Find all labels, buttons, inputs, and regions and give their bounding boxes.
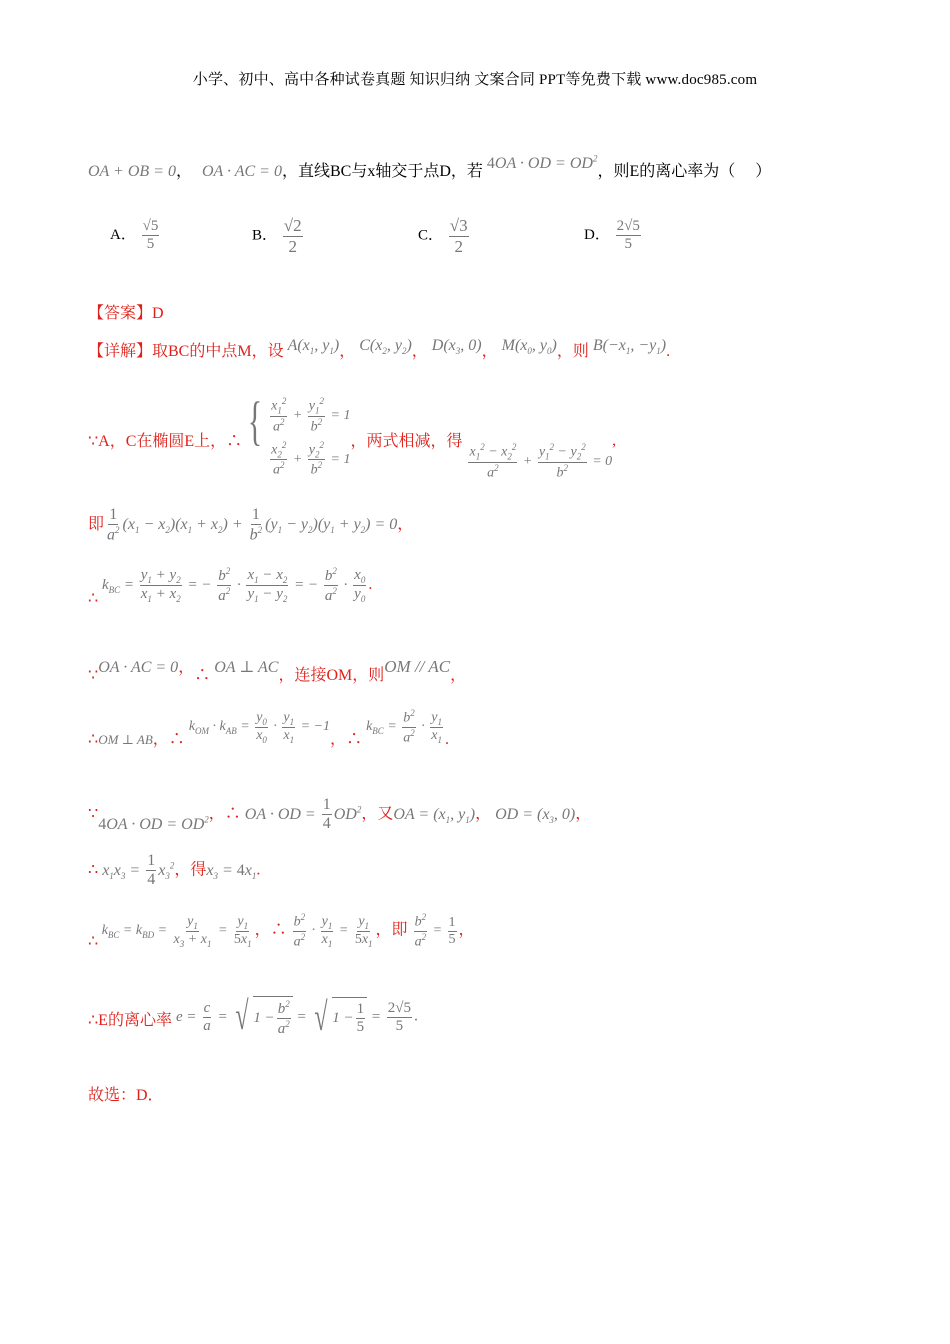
solution-setup: 【详解】取BC的中点M，设 $A(x_1$, $y_1$)， $C(x_2$, $y_2$)， $D(x_3$, 0)， $M(x_0$, $y_0$)，则 $B(-x_1$, $-y_1$). xyxy=(88,337,671,360)
choice-c[interactable] xyxy=(418,216,471,256)
choice-d[interactable] xyxy=(584,218,643,254)
question-prefix: ，直线BC与x轴交于点D，若 xyxy=(281,163,483,180)
choice-c-den: 2 xyxy=(454,236,463,256)
expanded-equation: 即 $\frac{1}{a^2}$ $(x_1 - x_2)(x_1 + x_2)$ + $\frac{1}{b^2}$ $(y_1 - y_2)(y_1 + y_2) = 0$， xyxy=(88,506,414,544)
choice-a-num: √5 xyxy=(142,218,160,236)
slope-bc-line: ∴ $k_{BC}$ = $\frac{y_1 + y_2}{x_1 + x_2}$ = − $\frac{b^2}{a^2}$ · $\frac{x_1 - x_2}{y_1 - y_2}$ = − $\frac{b^2}{a^2}$ · $\frac{x_0}{y_0}$ . xyxy=(88,566,373,608)
slope-bd-line: ∴ $k_{BC} = k_{BD}$ = $\frac{y_1}{x_3 + x_1}$ = $\frac{y_1}{5x_1}$ ，∴ $\frac{b^2}{a^2}$ · $\frac{y_1}{x_1}$ = $\frac{y_1}{5x_1}$ ，即 $\frac{b^2}{a^2}$ = $\frac{1}{5}$ ， xyxy=(88,912,475,951)
choice-b[interactable] xyxy=(252,216,305,256)
formula-4oa-od: 4OA · OD = $OD^2$ xyxy=(486,153,598,172)
perpendicular-line: ∵OA · AC = 0，∴ OA ⊥ AC，连接OM，则OM // AC， xyxy=(88,657,467,684)
choice-a-den: 5 xyxy=(146,236,155,253)
choice-d-den: 5 xyxy=(624,236,632,253)
om-ab-line: $\therefore_{OM \perp AB}$，∴ $k_{OM} \cdot k_{AB}$ = $\frac{y_0}{x_0}$ · $\frac{y_1}{x_1}$ = −1，∴ $k_{BC}$ = $\frac{b^2}{a^2}$ · $\frac{y_1}{x_1}$ . xyxy=(88,708,449,749)
question-suffix: ，则E的离心率为（ ） xyxy=(597,163,772,180)
formula-oa-ac: OA · AC = 0 xyxy=(201,163,282,180)
detail-label: 【详解】取BC的中点M，设 xyxy=(88,343,284,360)
choice-a[interactable] xyxy=(110,218,161,254)
od-relation-line: ∵4OA · OD = $OD^2$，∴ OA · OD = $\frac{1}{4}$ $OD^2$，又OA = ($x_1$, $y_1$)， OD = ($x_3$, 0)， xyxy=(88,796,592,833)
choice-a-label: A． xyxy=(110,227,136,244)
eccentricity-line: ∴E的离心率 e = $\frac{c}{a}$ = √ 1 − $\frac{b^2}{a^2}$ = √ 1 − $\frac{1}{5}$ = $\frac{2√5}{5}$ . xyxy=(88,993,419,1040)
choice-d-num: 2√5 xyxy=(616,218,641,236)
ellipse-system-line: ∵A，C在椭圆E上，∴ { $\frac{x_1^2}{a^2}$ + $\frac{y_1^2}{b^2}$ = 1 $\frac{x_2^2}{a^2}$ + $\frac{y_2^2}{b^2}$ = 1 ，两式相减，得 $\frac{x_1^2 - x_2^2}{a^2}$ + $\frac{y_1^2 - y_2^2}{b^2}$ = 0, xyxy=(88,391,617,481)
answer-label: 【答案】D xyxy=(88,305,164,322)
choice-c-num: √3 xyxy=(449,216,468,235)
question-stem: OA + OB = 0， OA · AC = 0，直线BC与x轴交于点D，若 4OA · OD = $OD^2$，则E的离心率为（ ） xyxy=(88,153,772,180)
conclusion: 故选：D． xyxy=(88,1087,164,1104)
choice-b-num: √2 xyxy=(283,216,302,235)
x3-line: ∴ $x_1x_3$ = $\frac{1}{4}$ $x_3^2$，得$x_3 = 4x_1$. xyxy=(88,852,261,889)
choice-b-label: B． xyxy=(252,227,278,244)
choice-c-label: C． xyxy=(418,227,444,244)
choice-b-den: 2 xyxy=(288,236,297,256)
choice-d-label: D． xyxy=(584,227,610,244)
e-label: ∴E的离心率 xyxy=(88,1011,172,1029)
line-ac-label: ∵A，C在椭圆E上，∴ xyxy=(88,433,243,450)
page-header: 小学、初中、高中各种试卷真题 知识归纳 文案合同 PPT等免费下载 www.doc985.com xyxy=(192,72,758,88)
formula-oa-ob: OA + OB = 0 xyxy=(88,163,176,180)
